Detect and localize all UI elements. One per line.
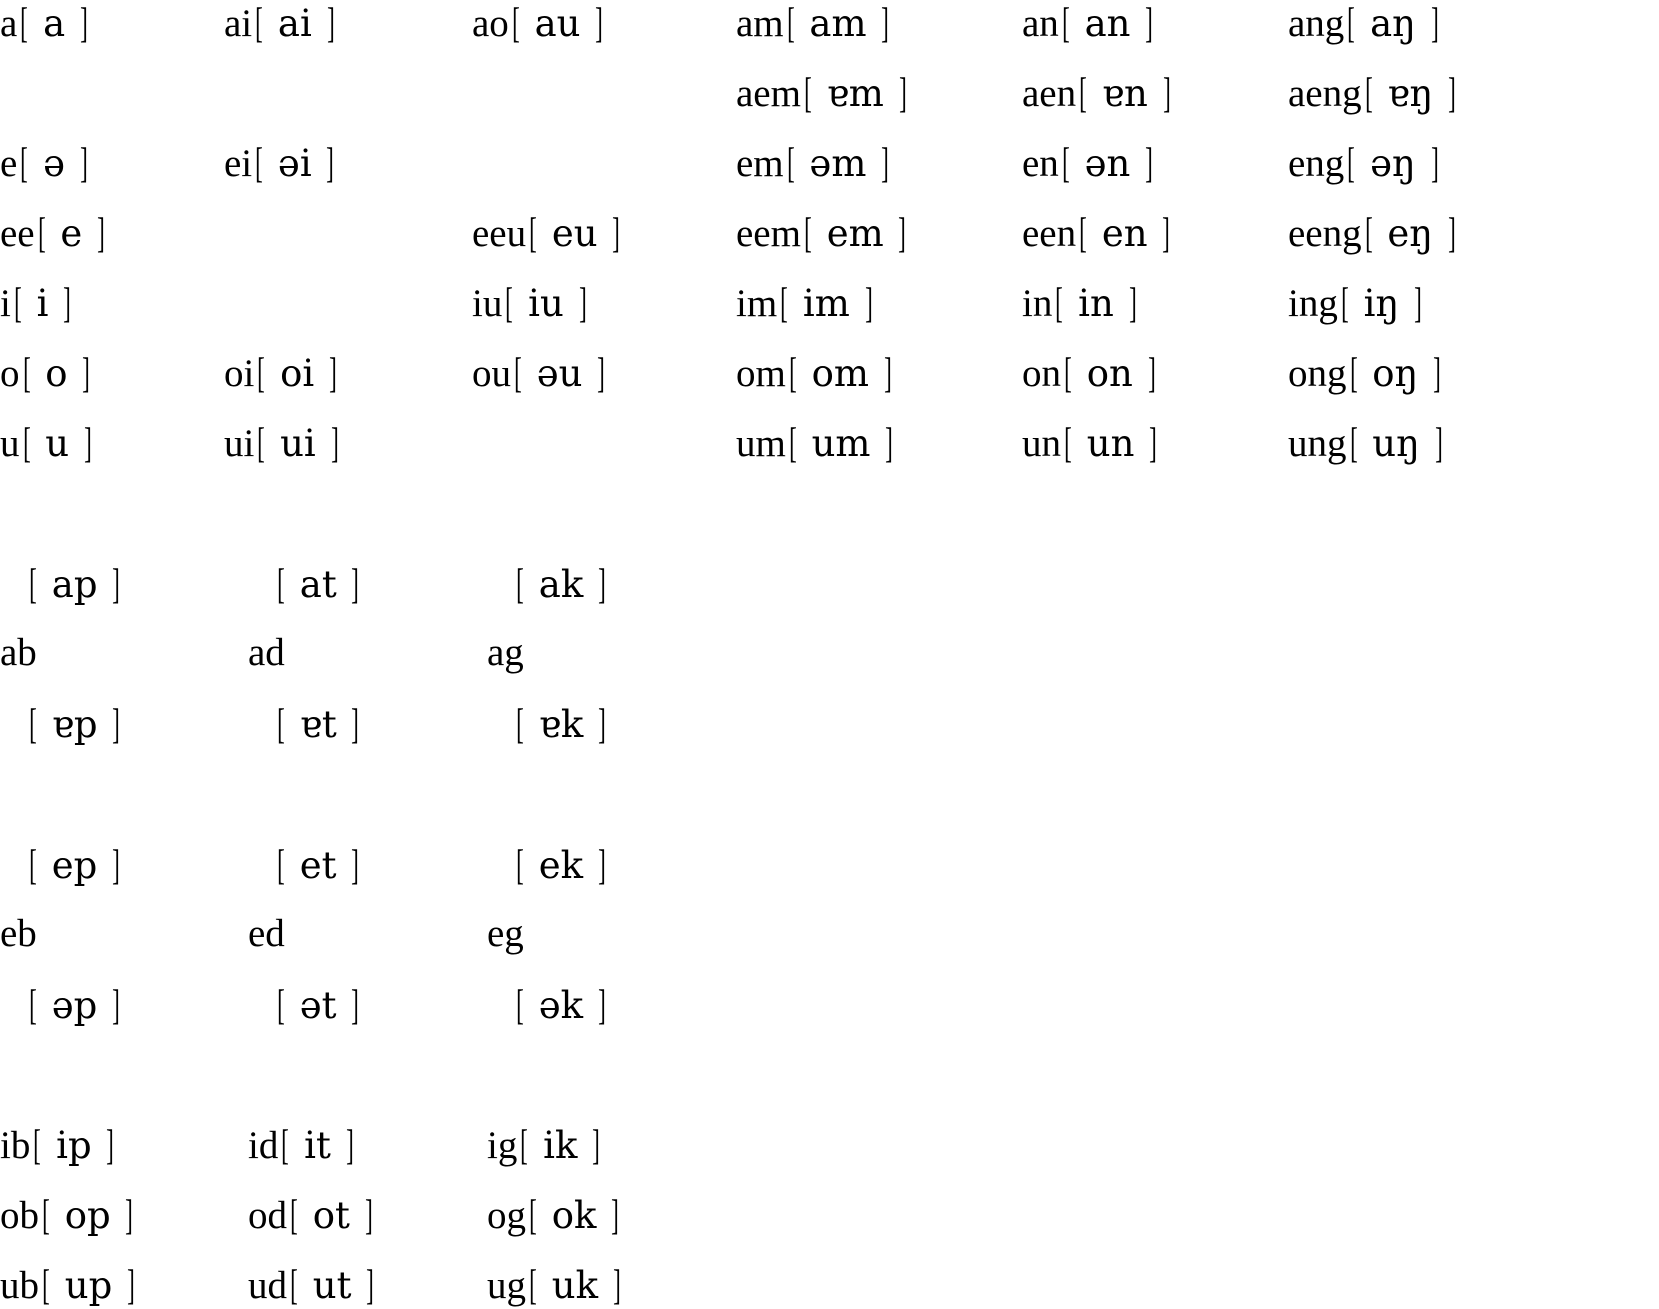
ipa-text: ɐp — [40, 703, 110, 746]
spelling-text: eg — [487, 912, 524, 955]
right-bracket: ] — [351, 702, 360, 748]
spelling-text: od — [248, 1194, 287, 1237]
stop-cell — [487, 1193, 622, 1239]
final-cell — [0, 281, 74, 327]
ipa-text: em — [814, 212, 896, 255]
stop-upper-ipa — [513, 562, 609, 608]
left-bracket: [ — [516, 562, 524, 608]
spelling-text: ui — [224, 422, 255, 465]
ipa-text: eu — [540, 212, 610, 255]
right-bracket: ] — [326, 1, 335, 47]
spelling-text: um — [736, 422, 786, 465]
spelling-text: ag — [487, 631, 524, 674]
stop-cell — [487, 1123, 603, 1169]
right-bracket: ] — [106, 1123, 115, 1169]
final-cell — [1288, 281, 1425, 327]
ipa-text: on — [1075, 352, 1145, 395]
right-bracket: ] — [612, 211, 621, 257]
right-bracket: ] — [592, 1123, 600, 1169]
right-bracket: ] — [97, 211, 105, 257]
ipa-text: oŋ — [1360, 352, 1431, 395]
stop-upper-ipa — [26, 562, 123, 608]
ipa-text: ip — [44, 1124, 104, 1167]
right-bracket: ] — [1147, 351, 1156, 397]
left-bracket: [ — [786, 1, 795, 47]
spelling-text: ai — [224, 2, 253, 45]
right-bracket: ] — [611, 1193, 620, 1239]
stop-lower-ipa — [26, 983, 123, 1029]
left-bracket: [ — [22, 421, 31, 467]
left-bracket: [ — [37, 211, 46, 257]
right-bracket: ] — [63, 281, 72, 327]
left-bracket: [ — [42, 1263, 50, 1309]
spelling-text: ab — [0, 631, 37, 674]
ipa-text: um — [799, 422, 883, 465]
final-cell — [0, 211, 108, 257]
left-bracket: [ — [1079, 71, 1087, 117]
right-bracket: ] — [864, 281, 873, 327]
ipa-text: iu — [516, 282, 576, 325]
right-bracket: ] — [351, 562, 360, 608]
left-bracket: [ — [529, 1263, 537, 1309]
final-cell — [1022, 421, 1160, 467]
final-cell — [1288, 141, 1442, 187]
left-bracket: [ — [514, 351, 522, 397]
right-bracket: ] — [1434, 421, 1443, 467]
spelling-text: eb — [0, 912, 37, 955]
spelling-text: eeng — [1288, 212, 1362, 255]
right-bracket: ] — [598, 562, 606, 608]
right-bracket: ] — [598, 702, 606, 748]
spelling-text: im — [736, 282, 778, 325]
right-bracket: ] — [1128, 281, 1137, 327]
right-bracket: ] — [351, 843, 360, 889]
ipa-text: ɐt — [288, 703, 349, 746]
ipa-text: əu — [525, 352, 595, 395]
final-cell — [224, 421, 342, 467]
left-bracket: [ — [29, 983, 37, 1029]
spelling-text: een — [1022, 212, 1077, 255]
spelling-text: a — [0, 2, 18, 45]
final-cell — [472, 281, 590, 327]
final-cell — [736, 141, 892, 187]
left-bracket: [ — [277, 562, 285, 608]
right-bracket: ] — [1414, 281, 1422, 327]
ipa-text: up — [53, 1264, 125, 1307]
right-bracket: ] — [898, 211, 907, 257]
left-bracket: [ — [786, 141, 795, 187]
stop-lower-ipa — [26, 702, 123, 748]
left-bracket: [ — [788, 351, 797, 397]
spelling-text: ob — [0, 1194, 39, 1237]
final-cell — [1022, 71, 1174, 117]
stop-upper-ipa — [274, 843, 362, 889]
spelling-text: ud — [248, 1264, 287, 1307]
right-bracket: ] — [329, 351, 337, 397]
right-bracket: ] — [345, 1123, 354, 1169]
stop-cell — [0, 1123, 117, 1169]
right-bracket: ] — [1430, 141, 1439, 187]
spelling-text: an — [1022, 2, 1059, 45]
spelling-text: ao — [472, 2, 509, 45]
left-bracket: [ — [1349, 421, 1358, 467]
spelling-text: ig — [487, 1124, 518, 1167]
left-bracket: [ — [22, 351, 31, 397]
spelling-text: e — [0, 142, 18, 185]
ipa-text: ap — [40, 563, 110, 606]
final-cell — [0, 1, 91, 47]
right-bracket: ] — [1448, 71, 1456, 117]
right-bracket: ] — [1145, 141, 1153, 187]
final-cell — [736, 1, 892, 47]
left-bracket: [ — [29, 562, 37, 608]
spelling-text: on — [1022, 352, 1061, 395]
right-bracket: ] — [881, 1, 890, 47]
ipa-text: et — [288, 844, 349, 887]
right-bracket: ] — [1448, 211, 1456, 257]
final-cell — [472, 351, 608, 397]
spelling-text: un — [1022, 422, 1061, 465]
final-cell — [736, 71, 910, 117]
ipa-text: eŋ — [1375, 212, 1445, 255]
ipa-text: ɐn — [1090, 72, 1160, 115]
right-bracket: ] — [597, 843, 606, 889]
spelling-text: em — [736, 142, 784, 185]
left-bracket: [ — [520, 1123, 529, 1169]
ipa-text: am — [797, 2, 879, 45]
stop-lower-ipa — [274, 702, 362, 748]
right-bracket: ] — [881, 141, 890, 187]
ipa-text: əi — [266, 142, 324, 185]
left-bracket: [ — [33, 1123, 42, 1169]
right-bracket: ] — [330, 421, 339, 467]
final-cell — [0, 421, 95, 467]
right-bracket: ] — [79, 141, 88, 187]
ipa-text: un — [1075, 422, 1147, 465]
left-bracket: [ — [511, 1, 520, 47]
left-bracket: [ — [257, 351, 266, 397]
right-bracket: ] — [127, 1263, 135, 1309]
stop-upper-ipa — [274, 562, 362, 608]
spelling-text: ee — [0, 212, 35, 255]
left-bracket: [ — [780, 281, 789, 327]
left-bracket: [ — [1064, 351, 1072, 397]
ipa-text: uŋ — [1360, 422, 1432, 465]
right-bracket: ] — [84, 421, 92, 467]
right-bracket: ] — [597, 983, 606, 1029]
final-cell — [224, 141, 337, 187]
stop-upper-ipa — [513, 843, 609, 889]
stop-lower-ipa — [513, 702, 609, 748]
ipa-text: əp — [40, 984, 110, 1027]
right-bracket: ] — [612, 1263, 621, 1309]
ipa-text: ak — [527, 563, 596, 606]
right-bracket: ] — [597, 351, 606, 397]
ipa-text: o — [33, 352, 80, 395]
ipa-text: ək — [527, 984, 595, 1027]
right-bracket: ] — [578, 281, 587, 327]
ipa-text: a — [31, 2, 77, 45]
spelling-text: ed — [248, 912, 285, 955]
ipa-text: oi — [268, 352, 326, 395]
right-bracket: ] — [112, 562, 121, 608]
stop-upper-ipa — [26, 843, 123, 889]
left-bracket: [ — [1061, 1, 1070, 47]
spelling-text: u — [0, 422, 20, 465]
final-cell — [736, 351, 895, 397]
spelling-text: ang — [1288, 2, 1345, 45]
spelling-text: ong — [1288, 352, 1347, 395]
left-bracket: [ — [516, 983, 524, 1029]
right-bracket: ] — [364, 1193, 373, 1239]
ipa-text: ut — [301, 1264, 364, 1307]
left-bracket: [ — [1349, 351, 1358, 397]
ipa-text: im — [791, 282, 862, 325]
final-cell — [472, 211, 623, 257]
left-bracket: [ — [529, 1193, 537, 1239]
spelling-text: om — [736, 352, 786, 395]
stop-spelling — [0, 914, 37, 953]
left-bracket: [ — [1079, 211, 1087, 257]
left-bracket: [ — [13, 281, 22, 327]
spelling-text: og — [487, 1194, 526, 1237]
right-bracket: ] — [1149, 421, 1158, 467]
spelling-text: o — [0, 352, 20, 395]
left-bracket: [ — [20, 1, 29, 47]
stop-spelling — [248, 633, 285, 672]
left-bracket: [ — [1055, 281, 1064, 327]
ipa-text: əm — [797, 142, 879, 185]
right-bracket: ] — [1430, 1, 1439, 47]
right-bracket: ] — [885, 421, 894, 467]
right-bracket: ] — [883, 351, 892, 397]
right-bracket: ] — [898, 71, 907, 117]
ipa-text: ən — [1072, 142, 1143, 185]
stop-spelling — [487, 633, 524, 672]
right-bracket: ] — [351, 983, 360, 1029]
stop-cell — [0, 1263, 138, 1309]
left-bracket: [ — [257, 421, 266, 467]
final-cell — [0, 351, 93, 397]
ipa-text: e — [48, 212, 95, 255]
left-bracket: [ — [255, 141, 264, 187]
ipa-text: in — [1066, 282, 1126, 325]
stop-cell — [248, 1263, 377, 1309]
left-bracket: [ — [788, 421, 797, 467]
ipa-text: əŋ — [1358, 142, 1428, 185]
left-bracket: [ — [29, 843, 37, 889]
spelling-text: ung — [1288, 422, 1347, 465]
ipa-text: ɐm — [814, 72, 896, 115]
final-cell — [1022, 281, 1140, 327]
ipa-text: aŋ — [1358, 2, 1428, 45]
right-bracket: ] — [80, 1, 88, 47]
final-cell — [1288, 351, 1444, 397]
spelling-text: in — [1022, 282, 1053, 325]
final-cell — [736, 281, 876, 327]
ipa-text: ət — [288, 984, 349, 1027]
ipa-text: iŋ — [1351, 282, 1412, 325]
ipa-text: ep — [40, 844, 110, 887]
ipa-text: u — [33, 422, 81, 465]
final-cell — [736, 211, 909, 257]
final-cell — [472, 1, 606, 47]
ipa-text: uk — [540, 1264, 610, 1307]
left-bracket: [ — [1340, 281, 1349, 327]
spelling-text: ad — [248, 631, 285, 674]
spelling-text: en — [1022, 142, 1059, 185]
final-cell — [1022, 211, 1173, 257]
ipa-text: ot — [301, 1194, 362, 1237]
spelling-text: ub — [0, 1264, 39, 1307]
stop-spelling — [487, 914, 524, 953]
right-bracket: ] — [125, 1193, 134, 1239]
right-bracket: ] — [1162, 211, 1171, 257]
stop-lower-ipa — [274, 983, 362, 1029]
ipa-text: ui — [268, 422, 328, 465]
spelling-text: aen — [1022, 72, 1077, 115]
final-cell — [1022, 351, 1159, 397]
ipa-text: ik — [531, 1124, 590, 1167]
right-bracket: ] — [366, 1263, 375, 1309]
spelling-text: ou — [472, 352, 511, 395]
left-bracket: [ — [505, 281, 514, 327]
final-cell — [224, 351, 340, 397]
spelling-text: eeu — [472, 212, 527, 255]
ipa-text: ai — [266, 2, 324, 45]
stop-cell — [248, 1123, 357, 1169]
ipa-text: ok — [540, 1194, 609, 1237]
left-bracket: [ — [255, 1, 264, 47]
final-cell — [0, 141, 91, 187]
spelling-text: ei — [224, 142, 253, 185]
left-bracket: [ — [804, 211, 812, 257]
spelling-text: id — [248, 1124, 279, 1167]
spelling-text: aeng — [1288, 72, 1362, 115]
final-cell — [736, 421, 896, 467]
final-cell — [1022, 1, 1156, 47]
final-cell — [1288, 211, 1459, 257]
right-bracket: ] — [82, 351, 91, 397]
spelling-text: ug — [487, 1264, 526, 1307]
spelling-text: oi — [224, 352, 255, 395]
spelling-text: iu — [472, 282, 503, 325]
final-cell — [1288, 1, 1442, 47]
ipa-text: om — [799, 352, 881, 395]
stop-cell — [248, 1193, 376, 1239]
ipa-text: ɐŋ — [1375, 72, 1446, 115]
final-cell — [224, 1, 338, 47]
left-bracket: [ — [804, 71, 812, 117]
final-cell — [1022, 141, 1156, 187]
stop-lower-ipa — [513, 983, 609, 1029]
stop-cell — [487, 1263, 624, 1309]
left-bracket: [ — [529, 211, 537, 257]
stop-spelling — [0, 633, 37, 672]
spelling-text: ib — [0, 1124, 31, 1167]
left-bracket: [ — [1364, 211, 1373, 257]
final-cell — [1288, 71, 1459, 117]
left-bracket: [ — [1061, 141, 1070, 187]
left-bracket: [ — [290, 1193, 298, 1239]
right-bracket: ] — [1433, 351, 1441, 397]
left-bracket: [ — [277, 843, 285, 889]
spelling-text: am — [736, 2, 784, 45]
ipa-text: ə — [31, 142, 77, 185]
ipa-text: an — [1072, 2, 1143, 45]
spelling-text: aem — [736, 72, 801, 115]
left-bracket: [ — [1347, 1, 1356, 47]
ipa-text: en — [1090, 212, 1160, 255]
right-bracket: ] — [1162, 71, 1171, 117]
stop-spelling — [248, 914, 285, 953]
right-bracket: ] — [1145, 1, 1154, 47]
right-bracket: ] — [112, 983, 120, 1029]
ipa-text: ek — [527, 844, 595, 887]
ipa-text: op — [53, 1194, 123, 1237]
stop-cell — [0, 1193, 136, 1239]
right-bracket: ] — [326, 141, 335, 187]
spelling-text: i — [0, 282, 11, 325]
right-bracket: ] — [112, 843, 120, 889]
left-bracket: [ — [1347, 141, 1356, 187]
left-bracket: [ — [1364, 71, 1373, 117]
right-bracket: ] — [595, 1, 604, 47]
ipa-text: i — [24, 282, 61, 325]
ipa-text: au — [522, 2, 593, 45]
spelling-text: ing — [1288, 282, 1338, 325]
left-bracket: [ — [42, 1193, 50, 1239]
left-bracket: [ — [277, 702, 285, 748]
left-bracket: [ — [277, 983, 285, 1029]
final-cell — [1288, 421, 1446, 467]
left-bracket: [ — [290, 1263, 298, 1309]
spelling-text: eem — [736, 212, 801, 255]
ipa-text: at — [288, 563, 349, 606]
ipa-text: it — [292, 1124, 343, 1167]
spelling-text: eng — [1288, 142, 1345, 185]
left-bracket: [ — [516, 702, 524, 748]
left-bracket: [ — [281, 1123, 290, 1169]
right-bracket: ] — [112, 702, 121, 748]
ipa-text: ɐk — [527, 703, 596, 746]
left-bracket: [ — [516, 843, 524, 889]
left-bracket: [ — [29, 702, 37, 748]
left-bracket: [ — [1064, 421, 1072, 467]
left-bracket: [ — [20, 141, 29, 187]
